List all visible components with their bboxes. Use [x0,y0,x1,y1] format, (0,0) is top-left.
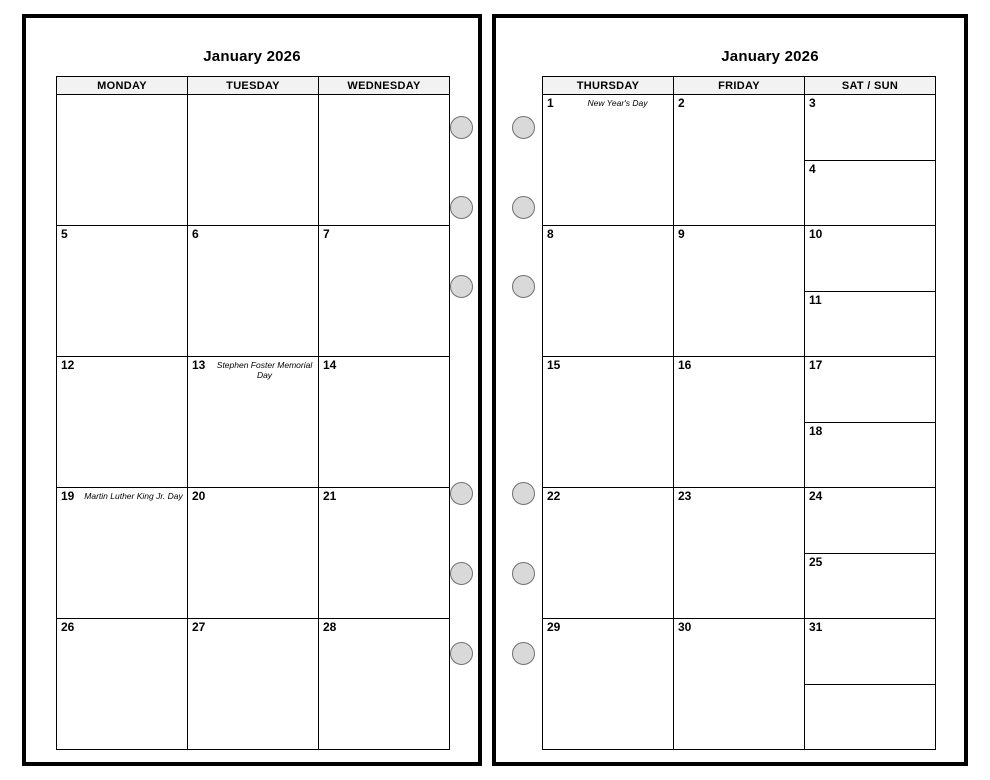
day-cell[interactable] [57,357,188,488]
day-number: 1 [547,96,554,110]
right-page-header-row [543,77,936,95]
day-number: 3 [809,96,816,110]
day-number: 4 [809,161,816,176]
day-note: Stephen Foster Memorial Day [216,360,313,380]
left-page-month-title: January 2026 [203,48,301,65]
day-number: 23 [678,489,692,503]
day-number: 5 [61,227,68,241]
day-number: 7 [323,227,330,241]
day-cell-sunday[interactable] [805,291,935,357]
day-note: Martin Luther King Jr. Day [84,491,183,501]
day-cell[interactable] [543,488,674,619]
day-cell-saturday[interactable] [805,357,935,422]
day-number: 28 [323,620,337,634]
day-cell[interactable] [543,95,674,226]
week-row [57,619,450,750]
ring-hole [450,275,473,298]
left-page [22,14,482,766]
right-page-month-title: January 2026 [721,48,819,65]
ring-hole [512,116,535,139]
day-note: New Year's Day [587,98,648,108]
column-header-friday: FRIDAY [674,77,805,95]
day-number: 27 [192,620,206,634]
day-number: 25 [809,554,823,569]
column-header-thursday: THURSDAY [543,77,674,95]
day-cell[interactable] [674,95,805,226]
day-cell[interactable] [319,95,450,226]
day-cell-saturday[interactable] [805,226,935,291]
day-cell-saturday[interactable] [805,95,935,160]
day-cell[interactable] [57,488,188,619]
day-cell-sunday[interactable] [805,160,935,226]
column-header-tuesday: TUESDAY [188,77,319,95]
day-number: 6 [192,227,199,241]
day-number: 12 [61,358,75,372]
day-cell[interactable] [188,226,319,357]
day-cell[interactable] [188,488,319,619]
ring-hole [512,562,535,585]
week-row [543,95,936,226]
week-row [543,357,936,488]
day-number: 20 [192,489,206,503]
week-row [543,488,936,619]
day-cell-sunday[interactable] [805,422,935,488]
day-number: 31 [809,620,823,634]
week-row [57,488,450,619]
day-number: 19 [61,489,75,503]
day-number: 8 [547,227,554,241]
binder-rings-right [512,0,534,780]
day-number: 2 [678,96,685,110]
day-cell[interactable] [319,357,450,488]
day-cell-saturday[interactable] [805,619,935,684]
day-cell[interactable] [57,226,188,357]
week-row [57,95,450,226]
day-number: 22 [547,489,561,503]
day-number: 26 [61,620,75,634]
day-number: 30 [678,620,692,634]
day-number: 21 [323,489,337,503]
day-number: 29 [547,620,561,634]
day-number: 11 [809,292,822,307]
day-cell[interactable] [674,226,805,357]
day-cell[interactable] [188,357,319,488]
right-page-calendar-grid [542,76,936,750]
day-number: 17 [809,358,823,372]
day-number: 24 [809,489,823,503]
day-number: 9 [678,227,685,241]
ring-hole [450,642,473,665]
week-row [543,226,936,357]
ring-hole [450,116,473,139]
column-header-monday: MONDAY [57,77,188,95]
day-number: 16 [678,358,692,372]
day-cell[interactable] [319,226,450,357]
left-page-calendar-grid [56,76,450,750]
day-cell[interactable] [319,488,450,619]
day-cell[interactable] [674,619,805,750]
ring-hole [450,562,473,585]
day-cell[interactable] [319,619,450,750]
day-cell[interactable] [188,95,319,226]
day-cell-saturday[interactable] [805,488,935,553]
binder-rings-left [450,0,472,780]
day-cell[interactable] [57,619,188,750]
ring-hole [512,482,535,505]
ring-hole [512,642,535,665]
left-page-header-row [57,77,450,95]
week-row [57,226,450,357]
ring-hole [450,482,473,505]
weekend-cell[interactable] [805,226,936,357]
column-header-satsun: SAT / SUN [805,77,936,95]
day-cell[interactable] [188,619,319,750]
weekend-cell[interactable] [805,95,936,226]
day-cell[interactable] [543,357,674,488]
day-cell-sunday[interactable] [805,553,935,619]
day-cell[interactable] [543,226,674,357]
day-cell[interactable] [674,357,805,488]
ring-hole [512,196,535,219]
ring-hole [512,275,535,298]
right-page [492,14,968,766]
weekend-cell[interactable] [805,357,936,488]
day-cell[interactable] [57,95,188,226]
weekend-cell[interactable] [805,488,936,619]
weekend-cell[interactable] [805,619,936,750]
column-header-wednesday: WEDNESDAY [319,77,450,95]
day-number: 18 [809,423,823,438]
day-cell-sunday[interactable] [805,684,935,750]
day-number: 14 [323,358,337,372]
day-number: 13 [192,358,206,372]
week-row [57,357,450,488]
day-number: 15 [547,358,561,372]
day-cell[interactable] [543,619,674,750]
day-number: 10 [809,227,823,241]
week-row [543,619,936,750]
day-cell[interactable] [674,488,805,619]
ring-hole [450,196,473,219]
